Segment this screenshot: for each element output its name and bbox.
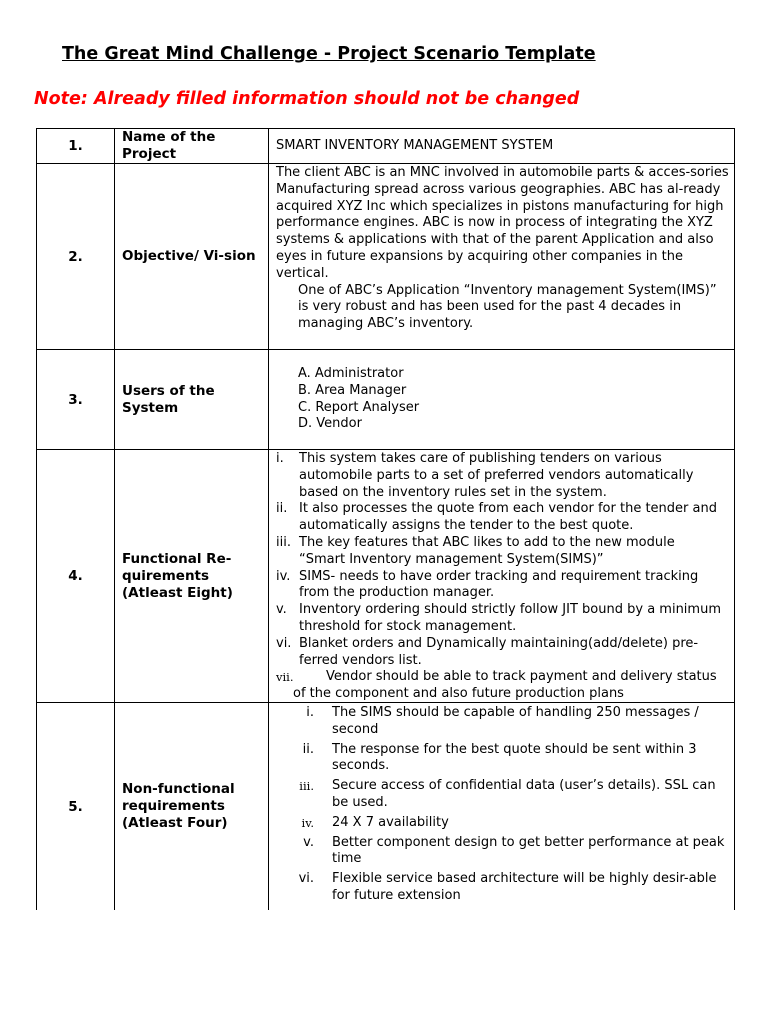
list-item: D. Vendor bbox=[298, 416, 362, 432]
users-list bbox=[276, 350, 729, 433]
row-number: 3. bbox=[37, 350, 115, 449]
row-number: 2. bbox=[37, 164, 115, 349]
users-content bbox=[269, 350, 734, 449]
objective-paragraph: One of ABC’s Application “Inventory management System(IMS)” is very robust and has been used for the past 4 decades in managing ABC’s inventory. bbox=[298, 282, 717, 332]
list-item bbox=[276, 778, 729, 812]
item-text: Inventory ordering should strictly follow JIT bound by a minimum bbox=[299, 602, 721, 618]
item-number: i. bbox=[306, 705, 314, 720]
row-label: Users of the System bbox=[115, 350, 269, 449]
list-item bbox=[276, 705, 729, 739]
item-text: 24 X 7 availability bbox=[332, 814, 449, 830]
table-row bbox=[37, 450, 734, 703]
item-number: v. bbox=[276, 602, 287, 618]
item-continuation: from the production manager. bbox=[299, 585, 495, 601]
item-continuation: threshold for stock management. bbox=[299, 618, 517, 634]
table-row bbox=[37, 129, 734, 164]
item-text: The SIMS should be capable of handling 250 messages / second bbox=[332, 705, 699, 737]
item-text: Secure access of confidential data (user’s details). SSL can be used. bbox=[332, 778, 716, 810]
item-number: iii. bbox=[276, 534, 291, 550]
item-number: v. bbox=[303, 834, 314, 850]
objective-content bbox=[269, 164, 734, 349]
item-text: SIMS- needs to have order tracking and requirement tracking bbox=[299, 568, 699, 584]
item-continuation: of the component and also future production plans bbox=[293, 686, 624, 702]
list-item bbox=[276, 742, 729, 776]
item-number: vi. bbox=[298, 871, 314, 887]
item-text: This system takes care of publishing tenders on various automobile parts to a set of preferred vendors automatically based on the inventory rules set in the system. bbox=[299, 451, 694, 500]
item-number: iv. bbox=[276, 568, 291, 584]
item-number: iii. bbox=[299, 779, 314, 794]
table-row bbox=[37, 350, 734, 450]
list-item bbox=[276, 569, 729, 586]
item-text: It also processes the quote from each vendor for the tender and automatically assigns the tender to the best quote. bbox=[299, 501, 717, 534]
item-continuation: “Smart Inventory management System(SIMS)” bbox=[299, 551, 604, 567]
list-item bbox=[276, 835, 729, 869]
project-name: SMART INVENTORY MANAGEMENT SYSTEM bbox=[276, 137, 554, 153]
list-item bbox=[276, 669, 729, 686]
list-item bbox=[276, 535, 729, 552]
item-text: The key features that ABC likes to add to the new module bbox=[299, 534, 675, 550]
item-number: vi. bbox=[276, 635, 292, 651]
item-number: ii. bbox=[302, 741, 314, 757]
non-functional-requirements-list bbox=[269, 703, 734, 910]
scenario-table bbox=[36, 128, 735, 910]
item-number: i. bbox=[276, 451, 284, 466]
item-number: vii. bbox=[276, 670, 294, 685]
row-number: 4. bbox=[37, 450, 115, 702]
item-text: Vendor should be able to track payment and delivery status bbox=[326, 669, 717, 685]
list-item bbox=[276, 871, 729, 905]
item-text: Flexible service based architecture will be highly desir-able for future extension bbox=[332, 871, 717, 903]
item-text: Blanket orders and Dynamically maintaining(add/delete) pre- bbox=[299, 635, 699, 651]
list-item bbox=[276, 602, 729, 619]
row-label: Name of the Project bbox=[115, 129, 269, 163]
list-item bbox=[276, 451, 729, 501]
list-item bbox=[276, 501, 729, 535]
item-continuation: ferred vendors list. bbox=[299, 652, 422, 668]
item-number: ii. bbox=[276, 501, 288, 517]
objective-paragraph: The client ABC is an MNC involved in automobile parts & acces-sories bbox=[276, 165, 729, 180]
item-text: Better component design to get better performance at peak time bbox=[332, 834, 725, 867]
list-item: B. Area Manager bbox=[298, 382, 407, 398]
row-label: Objective/ Vi-sion bbox=[115, 164, 269, 349]
document-title: The Great Mind Challenge - Project Scenario Template bbox=[62, 44, 596, 64]
objective-paragraph: Manufacturing spread across various geographies. ABC has al-ready acquired XYZ Inc which specializes in pistons manufacturing for high performance engines. ABC is now in process of integrating the XYZ systems & applications with that of the parent Application and also eyes in future expansions by acquiring other companies in the vertical. bbox=[276, 181, 724, 281]
row-label: Functional Re-quirements (Atleast Eight) bbox=[115, 450, 269, 702]
functional-requirements-list bbox=[269, 450, 734, 702]
table-row bbox=[37, 703, 734, 910]
item-number: iv. bbox=[301, 815, 314, 830]
note-text: Note: Already filled information should not be changed bbox=[34, 89, 580, 109]
row-label: Non-functional requirements (Atleast Four) bbox=[115, 703, 269, 910]
table-row bbox=[37, 164, 734, 350]
list-item: C. Report Analyser bbox=[298, 399, 420, 415]
row-number: 1. bbox=[37, 129, 115, 163]
item-text: The response for the best quote should be sent within 3 seconds. bbox=[332, 741, 697, 774]
list-item bbox=[276, 815, 729, 832]
list-item: A. Administrator bbox=[298, 366, 404, 381]
row-number: 5. bbox=[37, 703, 115, 910]
list-item bbox=[276, 636, 729, 653]
